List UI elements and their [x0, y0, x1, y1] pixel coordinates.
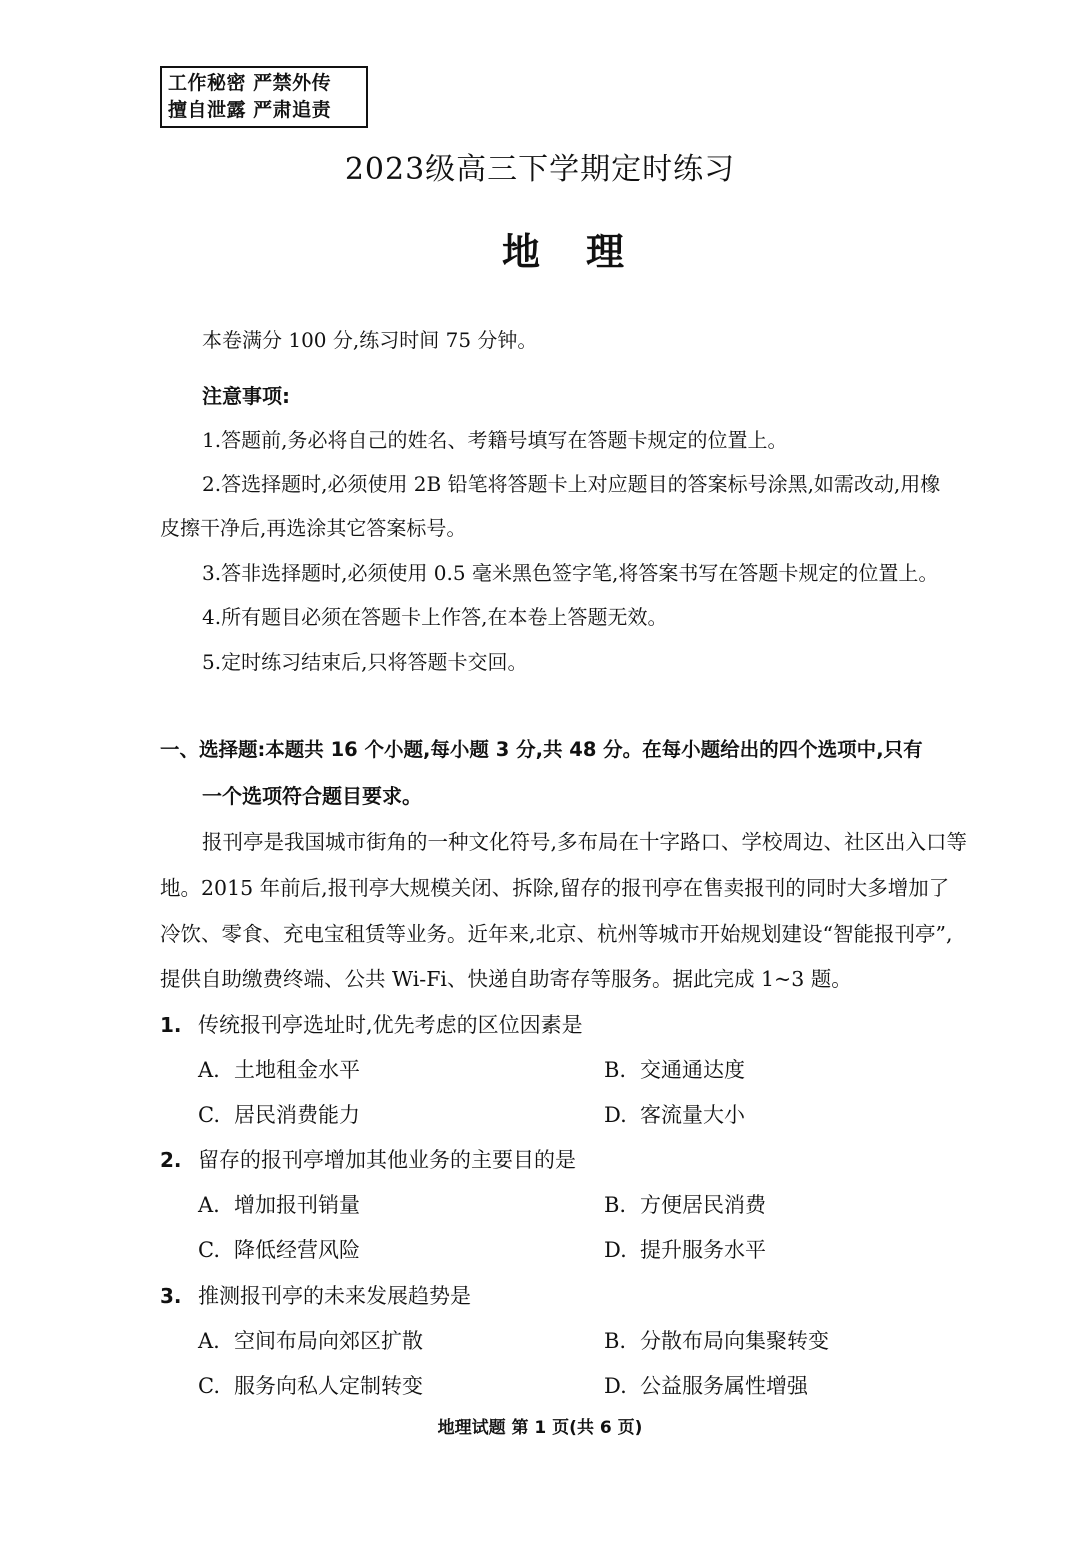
question-3-option-c — [198, 1372, 423, 1400]
option-key: D. — [604, 1238, 627, 1262]
passage-line-2: 地。2015 年前后,报刊亭大规模关闭、拆除,留存的报刊亭在售卖报刊的同时大多增加了 — [160, 876, 950, 900]
notice-heading: 注意事项: — [202, 384, 290, 408]
question-3-option-d — [604, 1372, 808, 1400]
option-key: B. — [604, 1193, 627, 1217]
option-text: 交通通达度 — [640, 1058, 745, 1082]
question-1-number: 1. — [160, 1013, 182, 1037]
intro-text: 本卷满分 100 分,练习时间 75 分钟。 — [202, 328, 538, 352]
question-1-option-d — [604, 1101, 745, 1129]
notice-item-5: 5.定时练习结束后,只将答题卡交回。 — [202, 650, 528, 674]
question-2-number: 2. — [160, 1148, 182, 1172]
question-1-text: 传统报刊亭选址时,优先考虑的区位因素是 — [198, 1013, 583, 1037]
subject-title: 地理 — [501, 230, 670, 274]
question-3-number: 3. — [160, 1284, 182, 1308]
exam-title: 2023级高三下学期定时练习 — [344, 152, 736, 187]
notice-item-3: 3.答非选择题时,必须使用 0.5 毫米黑色签字笔,将答案书写在答题卡规定的位置上。 — [202, 561, 939, 585]
question-2-option-d — [604, 1236, 766, 1264]
option-text: 土地租金水平 — [234, 1058, 360, 1082]
option-key: D. — [604, 1374, 627, 1398]
option-key: C. — [198, 1374, 220, 1398]
option-key: A. — [198, 1329, 220, 1353]
question-2-option-a — [198, 1191, 360, 1219]
option-text: 方便居民消费 — [640, 1193, 766, 1217]
stamp-line-1: 工作秘密 严禁外传 — [168, 72, 332, 94]
question-3-text: 推测报刊亭的未来发展趋势是 — [198, 1284, 471, 1308]
question-3-option-b — [604, 1327, 829, 1355]
confidential-stamp — [160, 66, 368, 128]
question-2-text: 留存的报刊亭增加其他业务的主要目的是 — [198, 1148, 576, 1172]
option-text: 公益服务属性增强 — [640, 1374, 808, 1398]
notice-item-4: 4.所有题目必须在答题卡上作答,在本卷上答题无效。 — [202, 605, 668, 629]
option-text: 服务向私人定制转变 — [234, 1374, 423, 1398]
option-text: 空间布局向郊区扩散 — [234, 1329, 423, 1353]
option-key: A. — [198, 1193, 220, 1217]
option-text: 提升服务水平 — [640, 1238, 766, 1262]
question-1-option-a — [198, 1056, 360, 1084]
option-text: 客流量大小 — [640, 1103, 745, 1127]
question-1-option-b — [604, 1056, 745, 1084]
question-2-option-c — [198, 1236, 360, 1264]
option-key: D. — [604, 1103, 627, 1127]
option-text: 居民消费能力 — [234, 1103, 360, 1127]
option-key: A. — [198, 1058, 220, 1082]
passage-line-4: 提供自助缴费终端、公共 Wi-Fi、快递自助寄存等服务。据此完成 1~3 题。 — [160, 967, 852, 991]
question-1-option-c — [198, 1101, 360, 1129]
page-footer: 地理试题 第 1 页(共 6 页) — [437, 1418, 643, 1438]
option-text: 增加报刊销量 — [234, 1193, 360, 1217]
question-2-option-b — [604, 1191, 766, 1219]
option-key: C. — [198, 1103, 220, 1127]
option-key: B. — [604, 1058, 627, 1082]
passage-line-3: 冷饮、零食、充电宝租赁等业务。近年来,北京、杭州等城市开始规划建设“智能报刊亭”, — [160, 922, 953, 946]
option-text: 分散布局向集聚转变 — [640, 1329, 829, 1353]
stamp-line-2: 擅自泄露 严肃追责 — [168, 99, 332, 121]
option-key: C. — [198, 1238, 220, 1262]
notice-item-2-cont: 皮擦干净后,再选涂其它答案标号。 — [160, 516, 467, 540]
section-heading: 一、选择题:本题共 16 个小题,每小题 3 分,共 48 分。在每小题给出的四个选项中,只有 — [160, 738, 923, 761]
question-3-option-a — [198, 1327, 423, 1355]
option-key: B. — [604, 1329, 627, 1353]
notice-item-2: 2.答选择题时,必须使用 2B 铅笔将答题卡上对应题目的答案标号涂黑,如需改动,用橡 — [202, 472, 941, 496]
option-text: 降低经营风险 — [234, 1238, 360, 1262]
section-heading-cont: 一个选项符合题目要求。 — [202, 784, 422, 808]
passage-line-1: 报刊亭是我国城市街角的一种文化符号,多布局在十字路口、学校周边、社区出入口等 — [202, 830, 968, 854]
notice-item-1: 1.答题前,务必将自己的姓名、考籍号填写在答题卡规定的位置上。 — [202, 428, 788, 452]
